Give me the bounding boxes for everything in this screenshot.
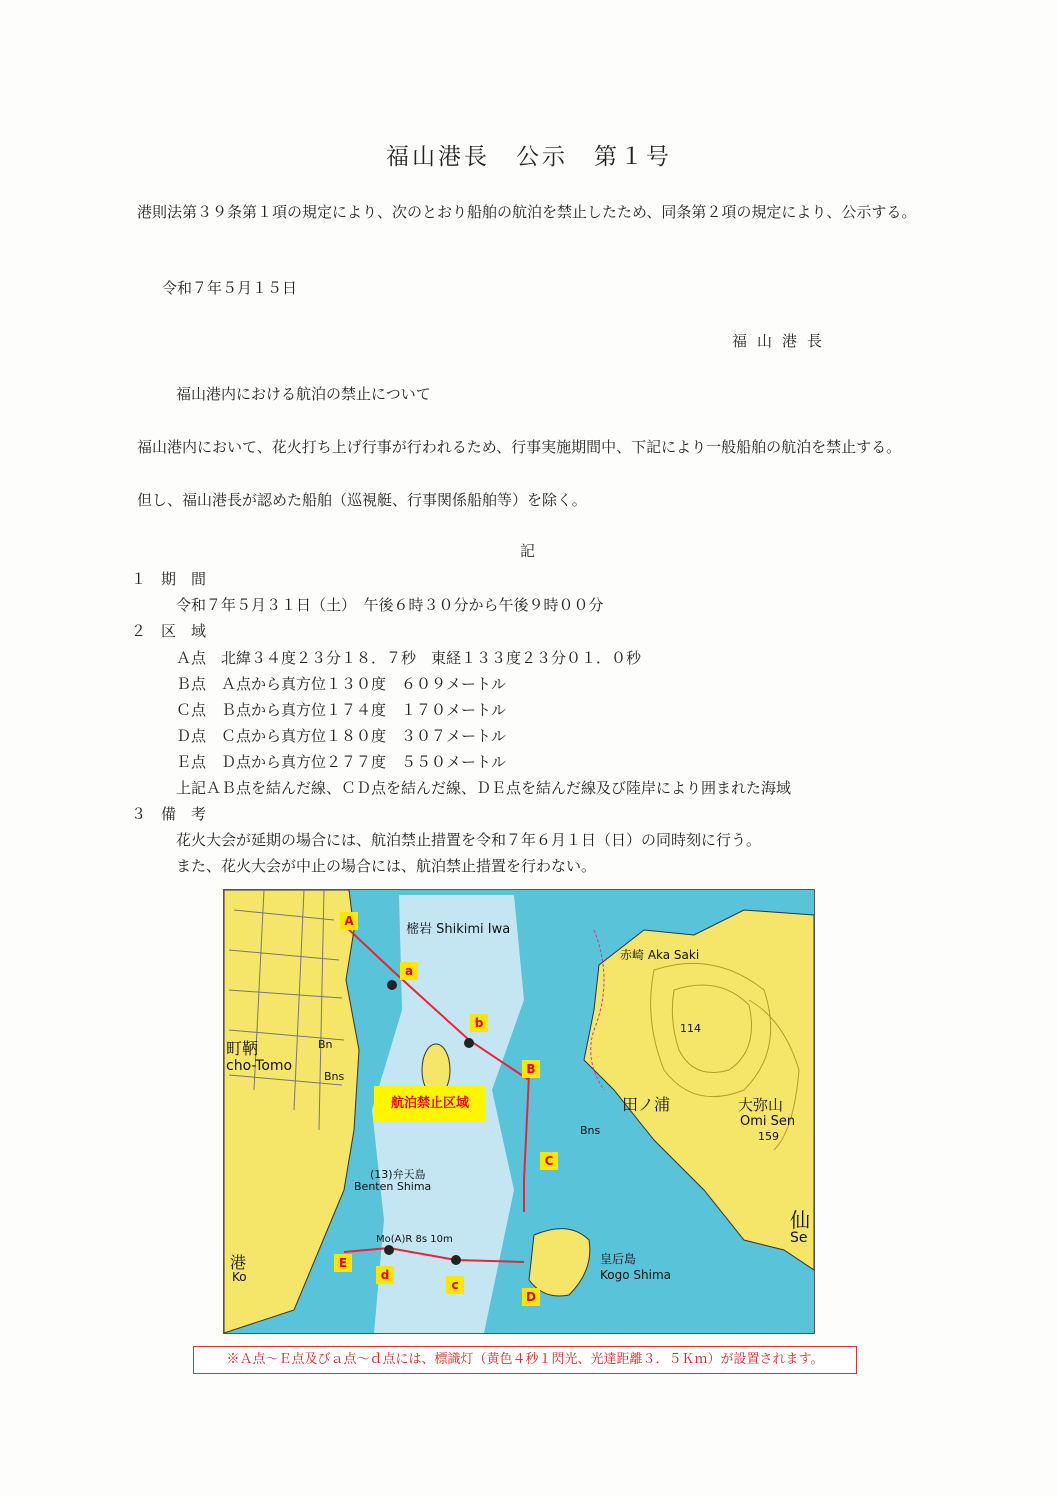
tanoura-label: 田ノ浦 bbox=[622, 1095, 671, 1114]
subject-line: 福山港内における航泊の禁止について bbox=[176, 385, 431, 403]
buoy-c-marker bbox=[451, 1255, 461, 1265]
body-paragraph-1: 福山港内において、花火打ち上げ行事が行われるため、行事実施期間中、下記により一般船舶の航泊を禁止する。 bbox=[137, 438, 902, 456]
omisen-height-label: 159 bbox=[758, 1130, 779, 1143]
ki-heading: 記 bbox=[520, 542, 536, 560]
point-c-label: C bbox=[540, 1152, 558, 1170]
issuer: 福山港長 bbox=[732, 332, 833, 350]
buoy-b-marker bbox=[464, 1038, 474, 1048]
point-d: Ｄ点 Ｃ点から真方位１８０度 ３０７メートル bbox=[176, 727, 507, 745]
point-e: Ｅ点 Ｄ点から真方位２７７度 ５５０メートル bbox=[176, 753, 507, 771]
omisen-jp-label: 大弥山 bbox=[738, 1096, 784, 1114]
tomo-en-label: cho-Tomo bbox=[226, 1058, 293, 1074]
buoy-a-label: a bbox=[400, 962, 418, 980]
bns2-label: Bns bbox=[580, 1124, 601, 1137]
kogo-en-label: Kogo Shima bbox=[600, 1268, 671, 1282]
remark-1: 花火大会が延期の場合には、航泊禁止措置を令和７年６月１日（日）の同時刻に行う。 bbox=[176, 831, 762, 849]
benten-en-label: Benten Shima bbox=[354, 1180, 432, 1193]
light-label: Mo(A)R 8s 10m bbox=[376, 1234, 453, 1245]
se-label: Se bbox=[790, 1230, 808, 1246]
benten-jp-label: (13)弁天島 bbox=[370, 1168, 426, 1181]
notice-date: 令和７年５月１５日 bbox=[162, 279, 298, 297]
sen-label: 仙 bbox=[790, 1208, 810, 1232]
height-114-label: 114 bbox=[680, 1022, 701, 1035]
nautical-chart bbox=[223, 889, 815, 1334]
point-a: Ａ点 北緯３４度２３分１８．７秒 東経１３３度２３分０１．０秒 bbox=[176, 649, 642, 667]
period-text: 令和７年５月３１日（土） 午後６時３０分から午後９時００分 bbox=[176, 596, 604, 614]
ko-en-label: Ko bbox=[232, 1270, 247, 1284]
remarks-heading: ３ 備 考 bbox=[131, 805, 207, 823]
area-heading: ２ 区 域 bbox=[131, 622, 207, 640]
period-heading: １ 期 間 bbox=[131, 570, 207, 588]
buoy-b-label: b bbox=[470, 1014, 488, 1032]
point-e-label: E bbox=[334, 1254, 352, 1272]
prohibited-zone-label: 航泊禁止区域 bbox=[374, 1086, 486, 1122]
buoy-c-label: c bbox=[446, 1276, 464, 1294]
beacon-note: ※Ａ点～Ｅ点及びａ点～ｄ点には、標識灯（黄色４秒１閃光、光達距離３．５Ｋｍ）が設置されます。 bbox=[193, 1346, 857, 1374]
buoy-d-label: d bbox=[376, 1266, 394, 1284]
point-d-label: D bbox=[522, 1288, 540, 1306]
area-summary: 上記ＡＢ点を結んだ線、ＣＤ点を結んだ線、ＤＥ点を結んだ線及び陸岸により囲まれた海域 bbox=[176, 779, 792, 797]
remark-2: また、花火大会が中止の場合には、航泊禁止措置を行わない。 bbox=[176, 857, 597, 875]
omisen-en-label: Omi Sen bbox=[740, 1114, 796, 1129]
buoy-a-marker bbox=[387, 980, 397, 990]
buoy-d-marker bbox=[384, 1245, 394, 1255]
bns-label: Bns bbox=[324, 1070, 345, 1083]
point-a-label: A bbox=[340, 912, 358, 930]
tomo-jp-label: 町鞆 bbox=[226, 1039, 259, 1058]
body-paragraph-2: 但し、福山港長が認めた船舶（巡視艇、行事関係船舶等）を除く。 bbox=[137, 491, 587, 509]
shikimi-label: 樒岩 Shikimi Iwa bbox=[406, 922, 511, 937]
intro-paragraph: 港則法第３９条第１項の規定により、次のとおり船舶の航泊を禁止したため、同条第２項の規定により、公示する。 bbox=[137, 203, 917, 221]
ko-jp-label: 港 bbox=[230, 1253, 247, 1272]
aka-saki-label: 赤崎 Aka Saki bbox=[620, 948, 700, 962]
point-b-label: B bbox=[522, 1060, 540, 1078]
bn-label: Bn bbox=[318, 1038, 333, 1051]
kogo-jp-label: 皇后島 bbox=[600, 1252, 637, 1266]
point-b: Ｂ点 Ａ点から真方位１３０度 ６０９メートル bbox=[176, 675, 507, 693]
point-c: Ｃ点 Ｂ点から真方位１７４度 １７０メートル bbox=[176, 701, 507, 719]
chart-graphic bbox=[224, 890, 814, 1333]
page-title: 福山港長 公示 第１号 bbox=[386, 144, 672, 170]
